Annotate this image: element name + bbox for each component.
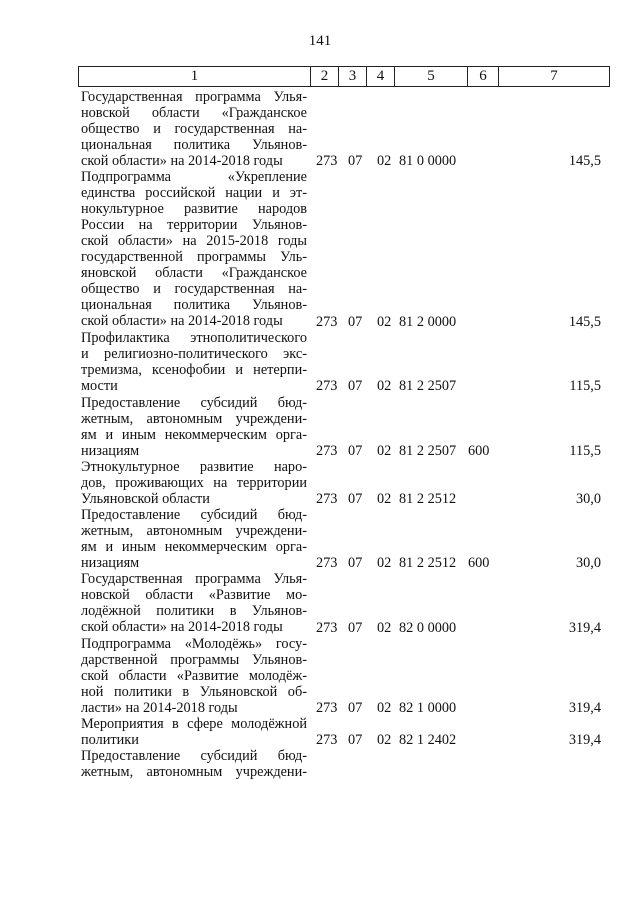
target-article-cell: 82 1 0000 [399,700,457,717]
row-description [81,636,307,716]
target-article-cell: 81 0 0000 [399,153,457,170]
target-article-cell: 82 0 0000 [399,619,457,636]
description-line: дов, проживающих на территории [81,474,307,491]
column-header-7: 7 [499,67,610,87]
chapter-code-cell: 273 [316,700,338,717]
row-description [81,571,307,635]
description-line: Государственная программа Улья- [81,89,307,105]
column-header-6: 6 [468,67,499,87]
table-row [81,507,607,571]
description-line: политики [81,732,139,749]
description-line: Подпрограмма «Молодёжь» госу- [81,635,307,652]
table-row [81,89,607,169]
section-code-cell: 07 [348,378,363,395]
subsection-code-cell: 02 [377,314,392,331]
row-description [81,716,307,748]
subsection-code-cell: 02 [377,378,392,395]
table-row [81,169,607,330]
description-line: Предоставление субсидий бюд- [81,748,307,765]
section-code-cell: 07 [348,700,363,717]
subsection-code-cell: 02 [377,619,392,636]
section-code-cell: 07 [348,555,363,572]
description-line: яновской области «Гражданское [81,265,307,282]
subsection-code-cell: 02 [377,732,392,749]
chapter-code-cell: 273 [316,153,338,170]
amount-cell: 319,4 [568,732,601,749]
description-line: лодёжной политики в Ульянов- [81,603,307,620]
section-code-cell: 07 [348,490,363,507]
section-code-cell: 07 [348,314,363,331]
expense-type-cell: 600 [468,555,490,572]
subsection-code-cell: 02 [377,153,392,170]
chapter-code-cell: 273 [316,378,338,395]
target-article-cell: 81 2 2507 [399,378,457,395]
amount-cell: 30,0 [575,555,601,572]
column-header-4: 4 [367,67,395,87]
description-line: государственной программы Уль- [81,249,307,266]
description-line: жетным, автономным учреждени- [81,523,307,540]
row-description [81,459,307,507]
target-article-cell: 82 1 2402 [399,732,457,749]
section-code-cell: 07 [348,442,363,459]
description-line: Мероприятия в сфере молодёжной [81,716,307,733]
row-description [81,507,307,571]
column-header-1: 1 [79,67,311,87]
subsection-code-cell: 02 [377,490,392,507]
table-row [81,330,607,394]
row-description [81,89,307,169]
section-code-cell: 07 [348,732,363,749]
description-line: России на территории Ульянов- [81,217,307,234]
table-row [81,636,607,716]
section-code-cell: 07 [348,619,363,636]
amount-cell: 115,5 [569,442,601,459]
description-line: ям и иным некоммерческим орга- [81,539,307,556]
chapter-code-cell: 273 [316,314,338,331]
column-header-2: 2 [311,67,339,87]
description-line: Подпрограмма «Укрепление [81,169,307,186]
target-article-cell: 81 2 2507 [399,442,457,459]
description-line: жетным, автономным учреждени- [81,764,307,781]
page-number: 141 [308,33,332,49]
description-line: Ульяновской области [81,490,210,507]
description-line: новской области «Гражданское [81,105,307,121]
column-header-5: 5 [395,67,468,87]
description-line: дарственной программы Ульянов- [81,651,307,668]
description-line: тремизма, ксенофобии и нетерпи- [81,362,307,379]
row-description [81,169,307,329]
description-line: циональная политика Ульянов- [81,137,307,153]
description-line: ной политики в Ульяновской об- [81,683,307,700]
target-article-cell: 81 2 2512 [399,555,457,572]
description-line: ям и иным некоммерческим орга- [81,426,307,443]
amount-cell: 145,5 [568,153,601,170]
description-line: ской области» на 2014-2018 годы [81,619,283,636]
subsection-code-cell: 02 [377,700,392,717]
chapter-code-cell: 273 [316,619,338,636]
table-row [81,459,607,507]
column-header-table [78,66,610,87]
row-description [81,748,307,780]
description-line: и религиозно-политического экс- [81,346,307,363]
column-header-row [79,67,610,87]
amount-cell: 319,4 [568,619,601,636]
description-line: общество и государственная на- [81,281,307,298]
subsection-code-cell: 02 [377,555,392,572]
description-line: Предоставление субсидий бюд- [81,507,307,524]
table-row [81,748,607,780]
description-line: нокультурное развитие народов [81,201,307,218]
amount-cell: 319,4 [568,700,601,717]
row-description [81,395,307,459]
description-line: низациям [81,555,140,572]
description-line: Профилактика этнополитического [81,330,307,347]
chapter-code-cell: 273 [316,442,338,459]
section-code-cell: 07 [348,153,363,170]
description-line: ласти» на 2014-2018 годы [81,699,238,716]
amount-cell: 30,0 [575,490,601,507]
target-article-cell: 81 2 0000 [399,314,457,331]
chapter-code-cell: 273 [316,490,338,507]
subsection-code-cell: 02 [377,442,392,459]
row-description [81,330,307,394]
table-row [81,716,607,748]
description-line: Этнокультурное развитие наро- [81,458,307,475]
description-line: низациям [81,442,140,459]
target-article-cell: 81 2 2512 [399,490,457,507]
description-line: ской области» на 2014-2018 годы [81,153,283,169]
description-line: ской области «Развитие молодёж- [81,667,307,684]
description-line: новской области «Развитие мо- [81,587,307,604]
description-line: циональная политика Ульянов- [81,297,307,314]
table-row [81,571,607,635]
description-line: Предоставление субсидий бюд- [81,394,307,411]
expense-type-cell: 600 [468,442,490,459]
chapter-code-cell: 273 [316,555,338,572]
table-row [81,395,607,459]
description-line: единства российской нации и эт- [81,185,307,202]
amount-cell: 145,5 [568,314,601,331]
description-line: мости [81,378,118,395]
description-line: Государственная программа Улья- [81,571,307,588]
amount-cell: 115,5 [569,378,601,395]
description-line: общество и государственная на- [81,121,307,137]
description-line: ской области» на 2015-2018 годы [81,233,307,250]
description-line: ской области» на 2014-2018 годы [81,313,283,330]
description-line: жетным, автономным учреждени- [81,410,307,427]
chapter-code-cell: 273 [316,732,338,749]
column-header-3: 3 [339,67,367,87]
